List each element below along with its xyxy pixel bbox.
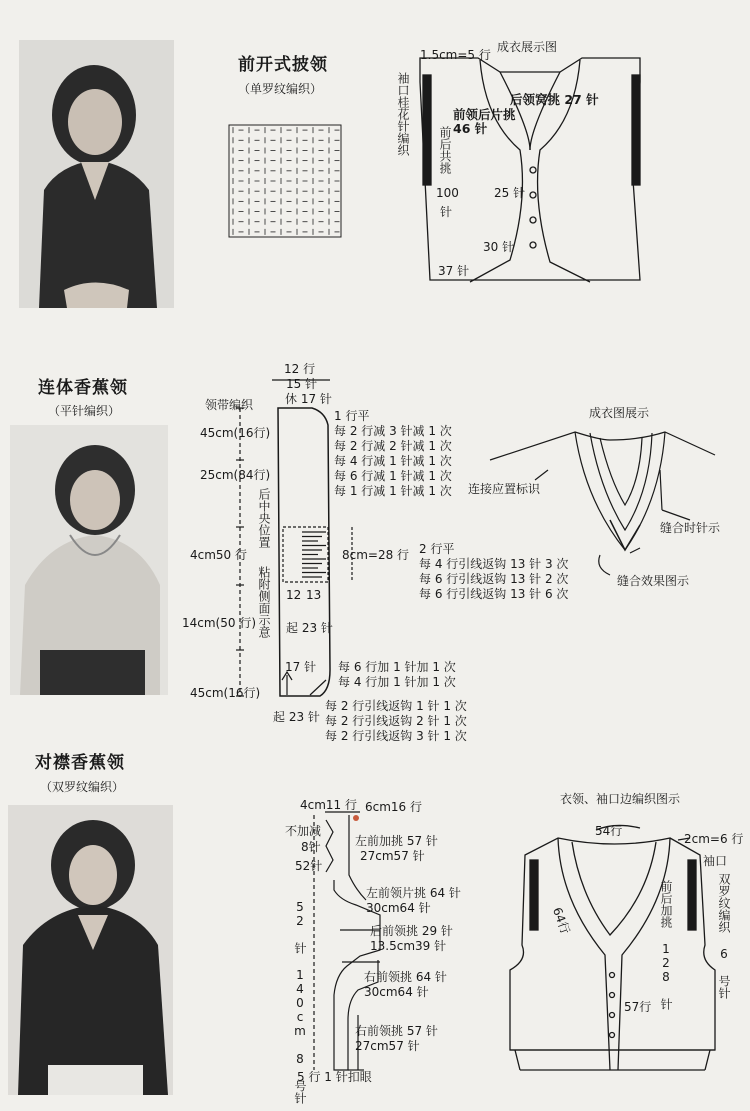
s2-dec-1: 每 2 行减 3 针减 1 次 (334, 424, 452, 438)
s2-diagram-title: 成衣图展示 (589, 406, 650, 420)
s2-top15: 15 针 (286, 377, 318, 391)
s2-bottom-1: 每 2 行引线返钩 2 针 1 次 (325, 714, 467, 728)
s2-dim-3: 14cm(50 行) (182, 616, 257, 630)
s2-inc-0: 每 6 行加 1 针加 1 次 (338, 660, 456, 674)
s3-r27: 27cm57 针 (355, 1039, 420, 1053)
s2-short-3: 每 6 行引线返钩 13 针 6 次 (419, 587, 569, 601)
s2-dim-2: 4cm50 行 (190, 548, 248, 562)
s3-n64: 64行 (549, 905, 573, 936)
section2-subtitle: （平针编织） (48, 404, 121, 418)
s3-l13: 13.5cm39 针 (370, 939, 447, 953)
s2-dec-2: 每 2 行减 2 针减 1 次 (334, 439, 452, 453)
s3-top-left: 4cm11 行 (300, 798, 358, 812)
s3-r30: 30cm64 针 (364, 985, 429, 999)
s1-sleeve-label: 袖口桂花针编织 (396, 72, 410, 156)
s3-n54: 54行 (595, 824, 623, 838)
s1-count-100: 100 (436, 186, 459, 200)
s3-right-front-collar: 右前领挑 64 针 (364, 970, 447, 984)
s2-n13: 13 (306, 588, 322, 602)
s3-n57: 57行 (624, 1000, 652, 1014)
s2-short-2: 每 6 行引线返钩 13 针 2 次 (419, 572, 569, 586)
s3-n52: 52针 (295, 859, 323, 873)
s1-n30: 30 针 (483, 240, 515, 254)
s2-short-1: 每 4 行引线返钩 13 针 3 次 (419, 557, 569, 571)
s2-right-dim: 8cm=28 行 (342, 548, 410, 562)
section3-subtitle: （双罗纹编织） (40, 780, 125, 794)
section1-title: 前开式披领 (238, 55, 328, 75)
s1-gauge: 1.5cm=5 行 (420, 48, 491, 62)
s2-dim-0: 45cm(16行) (200, 426, 271, 440)
s2-center-vert: 后中央位置 (257, 488, 271, 548)
s2-dec-4: 每 6 行减 1 针减 1 次 (334, 469, 452, 483)
s2-bottom-2: 每 2 行引线返钩 3 针 1 次 (325, 729, 467, 743)
s3-right-front-add: 右前领挑 57 针 (355, 1024, 438, 1038)
s3-l30: 30cm64 针 (366, 901, 431, 915)
s2-qi23-mid: 起 23 针 (286, 621, 333, 635)
s2-band-label: 领带编织 (205, 398, 254, 412)
s1-front-collar: 前领后片挑46 针 (453, 107, 516, 136)
s3-back-collar: 后前领挑 29 针 (370, 924, 453, 938)
s3-n8: 8针 (301, 840, 321, 854)
s2-sew-label: 缝合时针示 (660, 521, 721, 535)
s2-inc-1: 每 4 行加 1 针加 1 次 (338, 675, 456, 689)
section3-title: 对襟香蕉领 (35, 753, 125, 773)
s3-diagram-title: 衣领、袖口边编织图示 (560, 792, 681, 806)
s2-dim-4: 45cm(16行) (190, 686, 261, 700)
s3-l27: 27cm57 针 (360, 849, 425, 863)
s2-dec-0: 1 行平 (334, 409, 370, 423)
s2-connect-label: 连接应置标识 (468, 482, 541, 496)
s2-center-vert2: 粘附侧面示意 (257, 566, 271, 638)
s3-vert-front: 前后加挑 128 针 (659, 880, 673, 1010)
s3-left-front-add: 左前加挑 57 针 (355, 834, 438, 848)
s3-no-change: 不加减 (285, 824, 322, 838)
s2-top12: 12 行 (284, 362, 316, 376)
s1-needle: 针 (440, 205, 453, 219)
s3-top-right: 6cm16 行 (365, 800, 423, 814)
s3-left-front-collar: 左前领片挑 64 针 (366, 886, 461, 900)
s1-front-back: 前后共挑 (438, 126, 452, 174)
s2-dec-5: 每 1 行减 1 针减 1 次 (334, 484, 452, 498)
s3-bottom-note: 5 行 1 针扣眼 (297, 1070, 372, 1084)
section1-subtitle: （单罗纹编织） (238, 82, 323, 96)
s3-gauge: 2cm=6 行 (684, 832, 744, 846)
s2-dec-3: 每 4 行减 1 针减 1 次 (334, 454, 452, 468)
s2-n12: 12 (286, 588, 302, 602)
s1-n37: 37 针 (438, 264, 470, 278)
section2-title: 连体香蕉领 (38, 378, 128, 398)
s1-back-collar: 后领窝挑 27 针 (510, 92, 599, 107)
s3-vert-right: 双罗纹编织 6 号针 (717, 873, 731, 999)
s3-vert-left: 52 针 140cm 8 号针 (293, 900, 307, 1104)
s2-bottom-0: 每 2 行引线返钩 1 针 1 次 (325, 699, 467, 713)
s2-qi23-bottom: 起 23 针 (273, 710, 320, 724)
s3-sleeve: 袖口 (703, 854, 728, 868)
s1-diagram-title: 成衣展示图 (497, 40, 558, 54)
s2-n17: 17 针 (285, 660, 317, 674)
s2-top17: 休 17 针 (285, 392, 332, 406)
s1-n25: 25 针 (494, 186, 526, 200)
s2-short-0: 2 行平 (419, 542, 455, 556)
s2-effect-label: 缝合效果图示 (617, 574, 690, 588)
s2-dim-1: 25cm(84行) (200, 468, 271, 482)
